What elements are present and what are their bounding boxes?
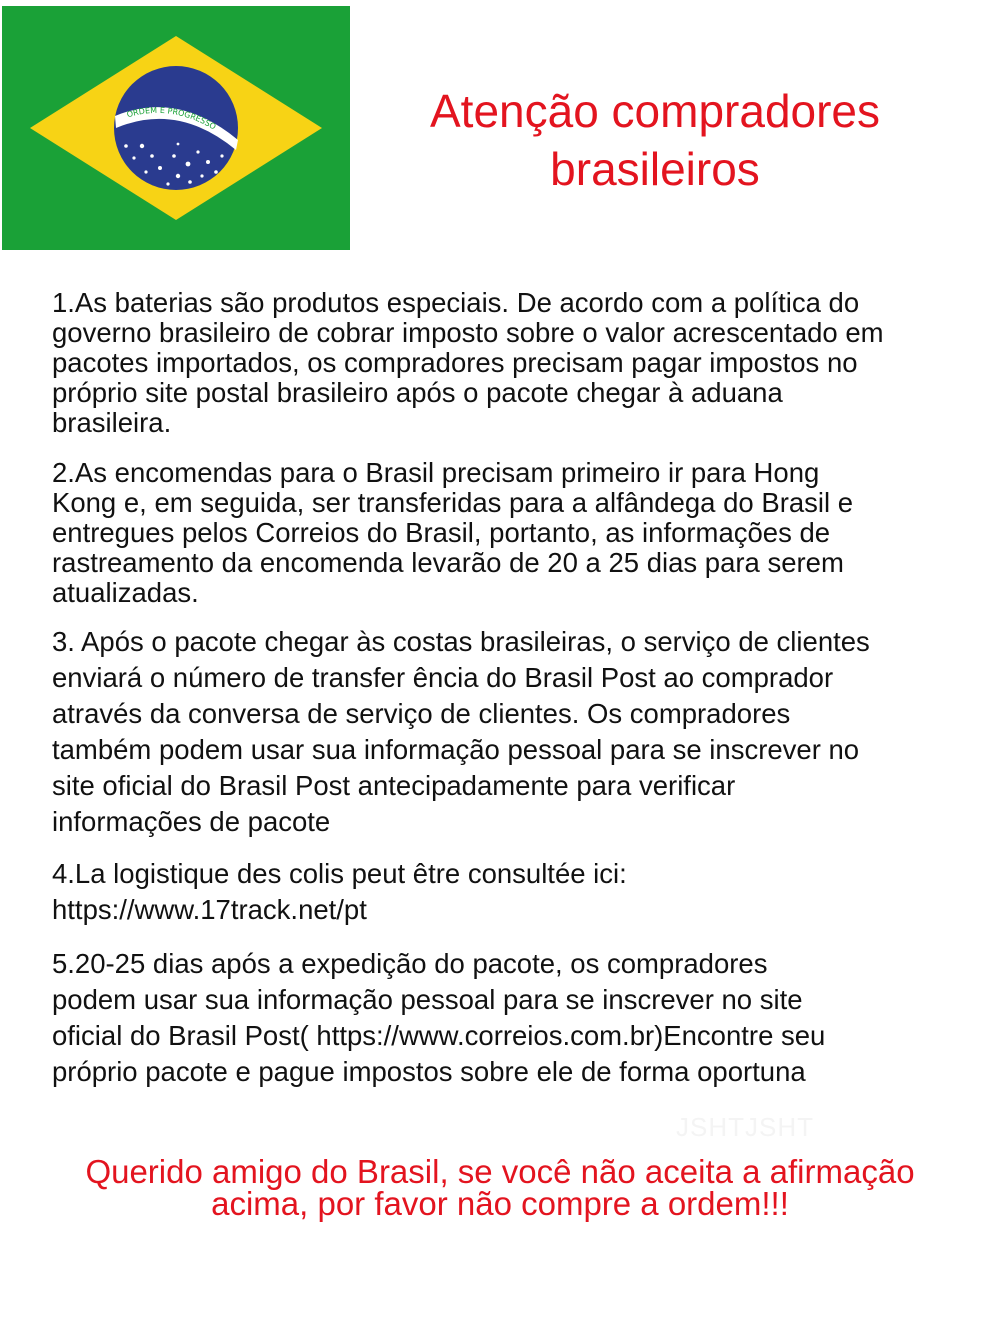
notice-line: 2.As encomendas para o Brasil precisam primeiro ir para Hong bbox=[52, 457, 820, 488]
notice-line: próprio site postal brasileiro após o pacote chegar à aduana bbox=[52, 377, 783, 408]
notice-line: Kong e, em seguida, ser transferidas para a alfândega do Brasil e bbox=[52, 487, 854, 518]
notice-item-4 bbox=[52, 856, 627, 928]
notice-line: 4.La logistique des colis peut être consultée ici: bbox=[52, 858, 627, 889]
notice-line: enviará o número de transfer ência do Brasil Post ao comprador bbox=[52, 662, 834, 693]
notice-line: oficial do Brasil Post( https://www.correios.com.br)Encontre seu bbox=[52, 1020, 826, 1051]
notice-item-5 bbox=[52, 946, 825, 1090]
notice-line: próprio pacote e pague impostos sobre ele de forma oportuna bbox=[52, 1056, 806, 1087]
notice-line: também podem usar sua informação pessoal para se inscrever no bbox=[52, 734, 860, 765]
page-title-line: brasileiros bbox=[550, 143, 760, 195]
notice-item-3 bbox=[52, 624, 870, 840]
brazil-flag-icon bbox=[2, 6, 350, 250]
notice-item-1 bbox=[52, 288, 884, 438]
flag-band-text: ORDEM E PROGRESSO bbox=[125, 105, 218, 132]
notice-item-2 bbox=[52, 458, 853, 608]
notice-line: site oficial do Brasil Post antecipadamente para verificar bbox=[52, 770, 736, 801]
closing-line: acima, por favor não compre a ordem!!! bbox=[211, 1185, 789, 1222]
notice-line: informações de pacote bbox=[52, 806, 331, 837]
notice-line: 3. Após o pacote chegar às costas brasileiras, o serviço de clientes bbox=[52, 626, 870, 657]
page-title-line: Atenção compradores bbox=[429, 85, 881, 137]
notice-line: atualizadas. bbox=[52, 577, 199, 608]
notice-line: rastreamento da encomenda levarão de 20 a 25 dias para serem bbox=[52, 547, 844, 578]
notice-line: 5.20-25 dias após a expedição do pacote, os compradores bbox=[52, 948, 768, 979]
notice-line: 1.As baterias são produtos especiais. De acordo com a política do bbox=[52, 287, 860, 318]
notice-line: podem usar sua informação pessoal para se inscrever no site bbox=[52, 984, 803, 1015]
tracking-link[interactable]: https://www.17track.net/pt bbox=[52, 894, 367, 925]
notice-line: brasileira. bbox=[52, 407, 172, 438]
notice-line: pacotes importados, os compradores precisam pagar impostos no bbox=[52, 347, 858, 378]
notice-line: entregues pelos Correios do Brasil, portanto, as informações de bbox=[52, 517, 831, 548]
watermark: JSHTJSHT bbox=[676, 1112, 814, 1142]
notice-line: através da conversa de serviço de clientes. Os compradores bbox=[52, 698, 791, 729]
closing-warning bbox=[40, 1153, 960, 1222]
page-title bbox=[360, 82, 950, 198]
notice-line: governo brasileiro de cobrar imposto sobre o valor acrescentado em bbox=[52, 317, 884, 348]
closing-line: Querido amigo do Brasil, se você não aceita a afirmação bbox=[85, 1153, 915, 1190]
